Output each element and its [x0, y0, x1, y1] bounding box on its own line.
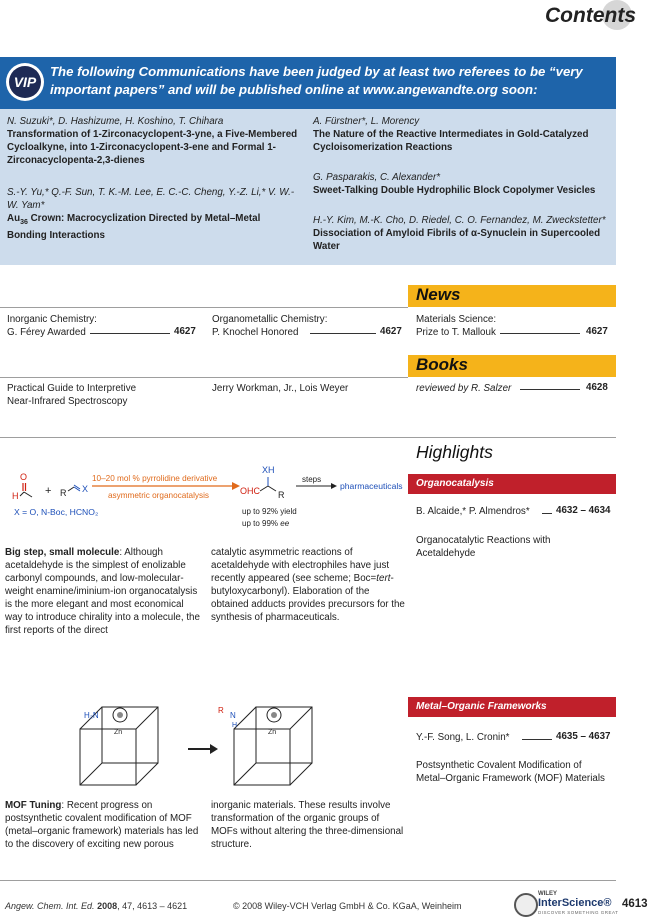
books-heading: Books [416, 355, 468, 374]
news-item-page: 4627 [380, 326, 402, 337]
footer-citation: Angew. Chem. Int. Ed. 2008, 47, 4613 – 4621 [5, 901, 188, 911]
vip-logo-text: VIP [9, 66, 41, 98]
book-title-line: Near-Infrared Spectroscopy [7, 396, 128, 407]
organocatalysis-abstract-col2: catalytic asymmetric reactions of acetaldehyde with electrophiles have just recently appeared (see scheme; Boc=tert-butyloxycarbonyl). Elaboration of the obtained adducts provides precursors for the synthesis of pharmaceuticals. [211, 547, 405, 623]
mof-zinc-label: Zn [114, 729, 123, 736]
electrophile-structure [60, 484, 88, 498]
publisher-small: WILEY [538, 891, 557, 897]
vip-entry-authors: N. Suzuki*, D. Hashizume, H. Koshino, T. Chihara [7, 116, 224, 127]
organocatalysis-abstract-col1: Big step, small molecule: Although acetaldehyde is the simplest of enolizable carbonyl compounds, and low-molecular-weight enamine/iminium-ion organocatalysis is the more elegant and most economical way to introduce chirality into a molecule, the first reports of the direct [5, 547, 200, 636]
vip-entry[interactable] [7, 186, 299, 242]
interscience-logo-icon [514, 893, 538, 917]
vip-entry-title: The Nature of the Reactive Intermediates in Gold-Catalyzed Cycloisomerization Reactions [313, 129, 589, 153]
leader-line [542, 513, 552, 514]
vip-entry[interactable] [313, 115, 608, 154]
news-heading: News [416, 285, 461, 304]
news-item-title: P. Knochel Honored [212, 327, 299, 338]
books-rule [0, 377, 408, 378]
vip-entry[interactable] [313, 214, 608, 253]
mof-label: Metal–Organic Frameworks [416, 701, 547, 712]
leader-line [500, 333, 580, 334]
acetaldehyde-structure [12, 472, 32, 501]
adduct-ohc-label: OHC [240, 486, 260, 496]
vip-entry-authors: G. Pasparakis, C. Alexander* [313, 172, 441, 183]
adduct-xh-label: XH [262, 465, 275, 475]
catalyst-label: 10–20 mol % pyrrolidine derivative [92, 474, 218, 483]
book-title-line: Practical Guide to Interpretive [7, 383, 137, 394]
highlight-authors: Y.-F. Song, L. Cronin* [416, 732, 510, 743]
news-item-category: Organometallic Chemistry: [212, 314, 328, 325]
abstract-lead: MOF Tuning [5, 800, 62, 811]
footer-rule [0, 880, 616, 881]
mof-zinc-label: Zn [268, 729, 277, 736]
book-reviewer: reviewed by R. Salzer [416, 383, 512, 394]
leader-line [310, 333, 376, 334]
vip-entry[interactable] [313, 171, 608, 197]
highlight-pages: 4635 – 4637 [556, 731, 611, 742]
news-item-page: 4627 [174, 326, 196, 337]
book-page: 4628 [586, 382, 608, 393]
mof-scheme [60, 695, 405, 791]
publisher-tagline: DISCOVER SOMETHING GREAT [538, 910, 619, 915]
x-definition-label: X = O, N-Boc, HCNO₂ [14, 507, 99, 517]
electrophile-x-label: X [82, 484, 89, 494]
highlight-title[interactable]: Postsynthetic Covalent Modification of Metal–Organic Framework (MOF) Materials [416, 760, 605, 784]
news-item-category: Inorganic Chemistry: [7, 314, 97, 325]
leader-line [520, 389, 580, 390]
vip-entry-title: $Au_{36}$ Crown: Macrocyclization Directed by Metal–Metal Bonding Interactions [7, 213, 261, 241]
news-rule [0, 307, 408, 308]
highlight-authors: B. Alcaide,* P. Almendros* [416, 506, 530, 517]
mof-linker-left [84, 708, 127, 736]
vip-banner-text: The following Communications have been judged by at least two referees to be “very important papers” and will be published online at www.angewandte.org soon: [50, 64, 583, 97]
vip-entry-title: Sweet-Talking Double Hydrophilic Block Copolymer Vesicles [313, 185, 596, 196]
publisher-brand: InterScience® [538, 897, 612, 909]
mof-abstract-col2: inorganic materials. These results involve transformation of the organic groups of MOFs without altering the three-dimensional structure. [211, 800, 404, 850]
page-number: 4613 [622, 898, 648, 910]
highlights-rule [0, 437, 616, 438]
leader-line [522, 739, 552, 740]
news-item-title: G. Férey Awarded [7, 327, 86, 338]
news-item[interactable] [416, 313, 611, 339]
book-title[interactable] [7, 382, 207, 408]
news-item[interactable] [212, 313, 407, 339]
electrophile-r-label: R [60, 488, 67, 498]
book-authors: Jerry Workman, Jr., Lois Weyer [212, 383, 349, 394]
highlights-heading: Highlights [416, 442, 493, 462]
mof-amine-label: H₂N [84, 711, 99, 720]
news-item-title: Prize to T. Mallouk [416, 327, 496, 338]
leader-line [90, 333, 170, 334]
news-item-page: 4627 [586, 326, 608, 337]
vip-entry-title: Dissociation of Amyloid Fibrils of α-Synuclein in Supercooled Water [313, 228, 601, 252]
page-title: Contents [545, 4, 636, 27]
product-label: pharmaceuticals [340, 481, 403, 491]
vip-entry-authors: S.-Y. Yu,* Q.-F. Sun, T. K.-M. Lee, E. C.-C. Cheng, Y.-Z. Li,* V. W.-W. Yam* [7, 187, 295, 211]
vip-entry[interactable] [7, 115, 302, 167]
yield-label: up to 92% yield [242, 507, 297, 516]
vip-entry-authors: H.-Y. Kim, M.-K. Cho, D. Riedel, C. O. Fernandez, M. Zweckstetter* [313, 215, 606, 226]
aldehyde-h-label: H [12, 491, 19, 501]
organocatalysis-label: Organocatalysis [416, 478, 494, 489]
mof-r-label: R [218, 706, 224, 715]
vip-entry-title: Transformation of 1-Zirconacyclopent-3-yne, a Five-Membered Cycloalkyne, into 1-Zirconacyclopent-3-ene and Formal 1-Zirconacyclopenta-2,3-dienes [7, 129, 298, 166]
footer-copyright: © 2008 Wiley-VCH Verlag GmbH & Co. KGaA, Weinheim [233, 901, 462, 911]
svg-text:+: + [45, 485, 52, 497]
ee-label: up to 99% ee [242, 519, 290, 528]
mof-linker-right [218, 706, 281, 736]
vip-entry-authors: A. Fürstner*, L. Morency [313, 116, 420, 127]
highlight-title[interactable]: Organocatalytic Reactions with Acetaldehyde [416, 535, 551, 559]
process-label: asymmetric organocatalysis [108, 491, 210, 500]
highlight-pages: 4632 – 4634 [556, 505, 611, 516]
carbonyl-oxygen-label: O [20, 472, 28, 482]
adduct-r-label: R [278, 490, 285, 500]
mof-h-label: H [232, 722, 238, 729]
adduct-structure [240, 465, 285, 500]
steps-label: steps [302, 475, 322, 484]
mof-n-label: N [230, 711, 236, 720]
news-item[interactable] [7, 313, 202, 339]
mof-abstract-col1: MOF Tuning: Recent progress on postsynthetic covalent modification of MOF (metal–organic framework) materials has led to the discovery of exciting new porous [5, 800, 199, 850]
abstract-lead: Big step, small molecule [5, 547, 120, 558]
organocatalysis-scheme [10, 455, 405, 530]
news-item-category: Materials Science: [416, 314, 497, 325]
